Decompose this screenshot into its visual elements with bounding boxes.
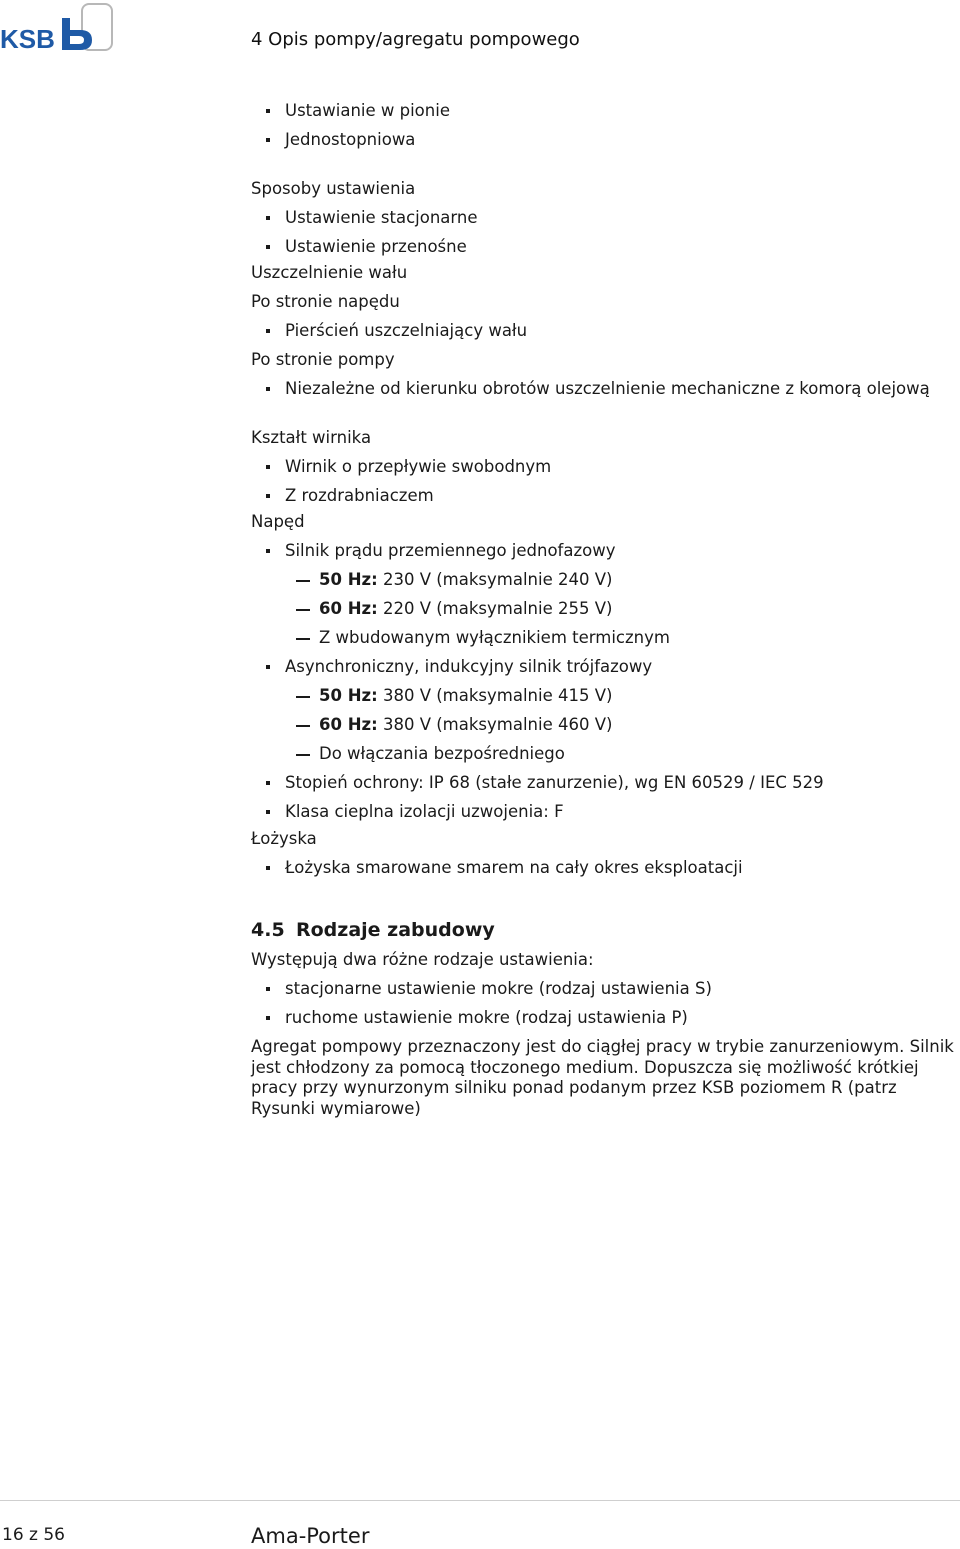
sub-list-item: Do włączania bezpośredniego — [296, 744, 565, 764]
shaft-seal-heading: Uszczelnienie wału — [251, 263, 408, 282]
list-item: Klasa cieplna izolacji uzwojenia: F — [266, 802, 564, 822]
ksb-logo-text: KSB — [0, 24, 55, 52]
list-item: Z rozdrabniaczem — [266, 486, 434, 506]
list-item: Niezależne od kierunku obrotów uszczelnienie mechaniczne z komorą olejową — [266, 379, 930, 399]
ksb-logo-mark — [0, 2, 114, 52]
sub-list-item: 50 Hz: 380 V (maksymalnie 415 V) — [296, 686, 612, 706]
list-item: Jednostopniowa — [266, 130, 415, 150]
section-intro: Występują dwa różne rodzaje ustawienia: — [251, 950, 594, 969]
list-item: Stopień ochrony: IP 68 (stałe zanurzenie), wg EN 60529 / IEC 529 — [266, 773, 824, 793]
drive-side-label: Po stronie napędu — [251, 292, 400, 311]
sub-list-item: 60 Hz: 220 V (maksymalnie 255 V) — [296, 599, 612, 619]
section-number: 4.5 — [251, 919, 285, 941]
list-item: Asynchroniczny, indukcyjny silnik trójfazowy — [266, 657, 652, 677]
list-item: Łożyska smarowane smarem na cały okres eksploatacji — [266, 858, 743, 878]
list-item: Wirnik o przepływie swobodnym — [266, 457, 551, 477]
sub-list-item: 50 Hz: 230 V (maksymalnie 240 V) — [296, 570, 612, 590]
impeller-heading: Kształt wirnika — [251, 428, 372, 447]
bearings-heading: Łożyska — [251, 829, 317, 848]
drive-heading: Napęd — [251, 512, 305, 531]
product-name: Ama-Porter — [251, 1524, 370, 1548]
list-item: ruchome ustawienie mokre (rodzaj ustawienia P) — [266, 1008, 688, 1028]
ksb-logo — [0, 2, 114, 52]
section-heading — [251, 917, 495, 943]
page-header-title: 4 Opis pompy/agregatu pompowego — [251, 29, 580, 50]
section-title: Rodzaje zabudowy — [296, 919, 495, 941]
list-item: Pierścień uszczelniający wału — [266, 321, 527, 341]
list-item: Silnik prądu przemiennego jednofazowy — [266, 541, 615, 561]
installation-heading: Sposoby ustawienia — [251, 179, 416, 198]
list-item: Ustawienie przenośne — [266, 237, 467, 257]
list-item: Ustawianie w pionie — [266, 101, 450, 121]
section-paragraph: Agregat pompowy przeznaczony jest do ciągłej pracy w trybie zanurzeniowym. Silnik jest chłodzony za pomocą tłoczonego medium. Dopuszcza się możliwość krótkiej pracy przy wynurzonym silniku ponad podanym przez KSB poziomem R (patrz Rysunki wymiarowe) — [251, 1037, 954, 1118]
list-item: stacjonarne ustawienie mokre (rodzaj ustawienia S) — [266, 979, 712, 999]
pump-side-label: Po stronie pompy — [251, 350, 395, 369]
footer-divider — [0, 1500, 960, 1501]
list-item: Ustawienie stacjonarne — [266, 208, 478, 228]
sub-list-item: Z wbudowanym wyłącznikiem termicznym — [296, 628, 670, 648]
sub-list-item: 60 Hz: 380 V (maksymalnie 460 V) — [296, 715, 612, 735]
page-number: 16 z 56 — [2, 1525, 65, 1545]
